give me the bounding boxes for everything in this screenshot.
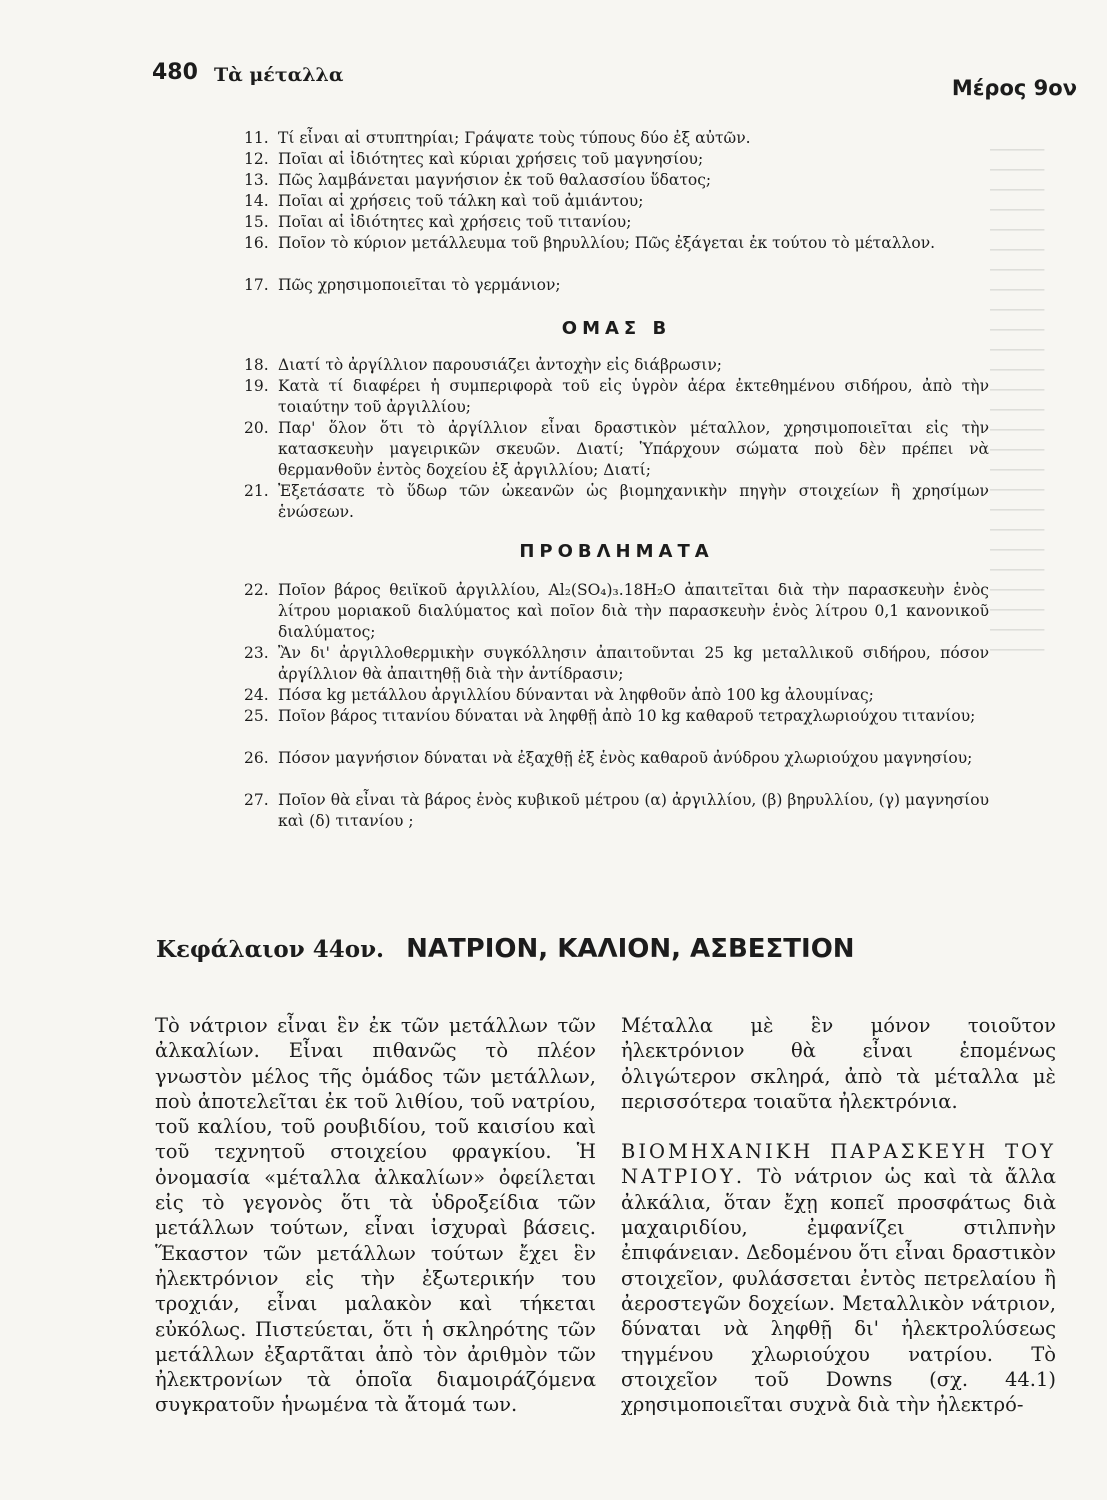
problems-title: ΠΡΟΒΛΗΜΑΤΑ <box>519 541 714 562</box>
question-number: 11. <box>244 129 269 147</box>
question-text: Ποῖαι αἱ ἰδιότητες καὶ κύριαι χρήσεις τοῦ μαγνησίου; <box>278 150 704 168</box>
problem-text: Πόσα kg μετάλλου ἀργιλλίου δύνανται νὰ ληφθοῦν ἀπὸ 100 kg ἀλουμίνας; <box>278 686 874 704</box>
question-text: Ἐξετάσατε τὸ ὕδωρ τῶν ὠκεανῶν ὡς βιομηχανικὴν πηγὴν στοιχείων ἢ χρησίμων ἑνώσεων. <box>278 482 989 521</box>
question-number: 21. <box>244 482 269 500</box>
question-item <box>244 149 989 170</box>
problem-number: 26. <box>244 749 269 767</box>
question-item <box>244 191 989 212</box>
question-text: Πῶς λαμβάνεται μαγνήσιον ἐκ τοῦ θαλασσίου ὕδατος; <box>278 171 712 189</box>
subsection-heading: ΒΙΟΜΗΧΑΝΙΚΗ ΠΑΡΑΣΚΕΥΗ ΤΟΥ ΝΑΤΡΙΟΥ. <box>621 1140 1056 1189</box>
question-number: 12. <box>244 150 269 168</box>
question-text: Πῶς χρησιμοποιεῖται τὸ γερμάνιον; <box>278 276 561 294</box>
problem-number: 27. <box>244 791 269 809</box>
problem-number: 23. <box>244 644 269 662</box>
problem-number: 25. <box>244 707 269 725</box>
body-column-right <box>621 1013 1056 1417</box>
problem-item <box>244 748 989 769</box>
chapter-label: Κεφάλαιον 44ον. <box>156 936 385 963</box>
question-number: 16. <box>244 234 269 252</box>
question-number: 14. <box>244 192 269 210</box>
part-label: Μέρος 9ον <box>951 76 1077 100</box>
problem-text: Ποῖον βάρος θειϊκοῦ ἀργιλλίου, Al₂(SO₄)₃.18H₂O ἀπαιτεῖται διὰ τὴν παρασκευὴν ἑνὸς λίτρου μοριακοῦ διαλύματος καὶ ποῖον διὰ τὴν παρασκευὴν ἑνὸς λίτρου 0,1 κανονικοῦ διαλύματος; <box>278 581 989 641</box>
question-item <box>244 376 989 418</box>
chapter-heading <box>156 934 855 964</box>
question-item <box>244 275 989 296</box>
question-number: 18. <box>244 356 269 374</box>
problem-item <box>244 580 989 643</box>
problem-text: Πόσον μαγνήσιον δύναται νὰ ἐξαχθῇ ἐξ ἑνὸς καθαροῦ ἀνύδρου χλωριούχου μαγνησίου; <box>278 749 973 767</box>
question-number: 20. <box>244 419 269 437</box>
question-text: Ποῖαι αἱ ἰδιότητες καὶ χρήσεις τοῦ τιτανίου; <box>278 213 632 231</box>
question-item <box>244 355 989 376</box>
running-title: Τὰ μέταλλα <box>214 64 344 86</box>
problem-text: Ποῖον θὰ εἶναι τὰ βάρος ἑνὸς κυβικοῦ μέτρου (α) ἀργιλλίου, (β) βηρυλλίου, (γ) μαγνησίου καὶ (δ) τιτανίου ; <box>278 791 989 830</box>
problem-text: Ποῖον βάρος τιτανίου δύναται νὰ ληφθῇ ἀπὸ 10 kg καθαροῦ τετραχλωριούχου τιτανίου; <box>278 707 976 725</box>
body-column-left <box>155 1013 596 1418</box>
question-text: Τί εἶναι αἱ στυπτηρίαι; Γράψατε τοὺς τύπους δύο ἐξ αὐτῶν. <box>278 129 751 147</box>
body-paragraph-text: Τὸ νάτριον ὡς καὶ τὰ ἄλλα ἀλκάλια, ὅταν ἔχῃ κοπεῖ προσφάτως διὰ μαχαιριδίου, ἐμφανίζει στιλπνὴν ἐπιφάνειαν. Δεδομένου ὅτι εἶναι δραστικὸν στοιχεῖον, φυλάσσεται ἐντὸς πετρελαίου ἢ ἀεροστεγῶν δοχείων. Μεταλλικὸν νάτριον, δύναται νὰ ληφθῇ δι' ἠλεκτρολύσεως τηγμένου χλωριούχου νατρίου. Τὸ στοιχεῖον τοῦ Downs (σχ. 44.1) χρησιμοποιεῖται συχνὰ διὰ τὴν ἠλεκτρό- <box>621 1165 1057 1417</box>
question-number: 17. <box>244 276 269 294</box>
question-number: 15. <box>244 213 269 231</box>
section-title-group-b: ΟΜΑΣ Β <box>561 318 672 339</box>
problem-item <box>244 643 989 685</box>
question-item <box>244 481 989 523</box>
problem-item <box>244 790 989 832</box>
page-number: 480 <box>152 60 198 85</box>
question-item <box>244 233 989 254</box>
question-number: 13. <box>244 171 269 189</box>
problem-number: 22. <box>244 581 269 599</box>
question-text: Ποῖον τὸ κύριον μετάλλευμα τοῦ βηρυλλίου; Πῶς ἐξάγεται ἐκ τούτου τὸ μέταλλον. <box>278 234 936 252</box>
question-item <box>244 212 989 233</box>
problem-item <box>244 706 989 727</box>
question-item <box>244 418 989 481</box>
paragraph-gap <box>621 1114 1056 1139</box>
question-item <box>244 170 989 191</box>
body-paragraph: Τὸ νάτριον εἶναι ἓν ἐκ τῶν μετάλλων τῶν ἀλκαλίων. Εἶναι πιθανῶς τὸ πλέον γνωστὸν μέλος τῆς ὁμάδος τῶν μετάλλων, ποὺ ἀποτελεῖται ἐκ τοῦ λιθίου, τοῦ νατρίου, τοῦ καλίου, τοῦ ρουβιδίου, τοῦ καισίου καὶ τοῦ τεχνητοῦ στοιχείου φραγκίου. Ἡ ὀνομασία «μέταλλα ἀλκαλίων» ὀφείλεται εἰς τὸ γεγονὸς ὅτι τὰ ὑδροξείδια τῶν μετάλλων τούτων, εἶναι ἰσχυραὶ βάσεις. Ἕκαστον τῶν μετάλλων τούτων ἔχει ἓν ἠλεκτρόνιον εἰς τὴν ἐξωτερικήν του τροχιάν, εἶναι μαλακὸν καὶ τήκεται εὐκόλως. Πιστεύεται, ὅτι ἡ σκληρότης τῶν μετάλλων ἐξαρτᾶται ἀπὸ τὸν ἀριθμὸν τῶν ἠλεκτρονίων τὰ ὁποῖα διαμοιράζόμενα συγκρατοῦν ἡνωμένα τὰ ἄτομά των. <box>155 1014 596 1417</box>
bleed-through-text: ────── ────── ────── ────── ────── ────── ────── ────── ────── ────── ────── ────── ────── ────── ────── ────── ────── ────── ────── ────── ────── ────── ────── ────── ────── ────── <box>990 141 1045 659</box>
chapter-title: ΝΑΤΡΙΟΝ, ΚΑΛΙΟΝ, ΑΣΒΕΣΤΙΟΝ <box>406 934 855 964</box>
question-text: Ποῖαι αἱ χρήσεις τοῦ τάλκη καὶ τοῦ ἀμιάντου; <box>278 192 644 210</box>
problem-number: 24. <box>244 686 269 704</box>
question-text: Παρ' ὅλον ὅτι τὸ ἀργίλλιον εἶναι δραστικὸν μέταλλον, χρησιμοποιεῖται εἰς τὴν κατασκευὴν μαγειρικῶν σκευῶν. Διατί; Ὑπάρχουν σώματα ποὺ δὲν πρέπει νὰ θερμανθοῦν ἐντὸς δοχείου ἐξ ἀργιλλίου; Διατί; <box>278 419 989 479</box>
question-text: Κατὰ τί διαφέρει ἡ συμπεριφορὰ τοῦ εἰς ὑγρὸν ἀέρα ἐκτεθημένου σιδήρου, ἀπὸ τὴν τοιαύτην τοῦ ἀργιλλίου; <box>278 377 989 416</box>
question-text: Διατί τὸ ἀργίλλιον παρουσιάζει ἀντοχὴν εἰς διάβρωσιν; <box>278 356 722 374</box>
problem-item <box>244 685 989 706</box>
body-paragraph: Μέταλλα μὲ ἓν μόνον τοιοῦτον ἠλεκτρόνιον θὰ εἶναι ἑπομένως ὀλιγώτερον σκληρά, ἀπὸ τὰ μέταλλα μὲ περισσότερα τοιαῦτα ἠλεκτρόνια. <box>621 1014 1056 1113</box>
problem-text: Ἂν δι' ἀργιλλοθερμικὴν συγκόλλησιν ἀπαιτοῦνται 25 kg μεταλλικοῦ σιδήρου, πόσον ἀργίλλιον θὰ ἀπαιτηθῇ διὰ τὴν ἀντίδρασιν; <box>278 644 989 683</box>
question-number: 19. <box>244 377 269 395</box>
question-item <box>244 128 989 149</box>
body-paragraph <box>621 1139 1056 1417</box>
